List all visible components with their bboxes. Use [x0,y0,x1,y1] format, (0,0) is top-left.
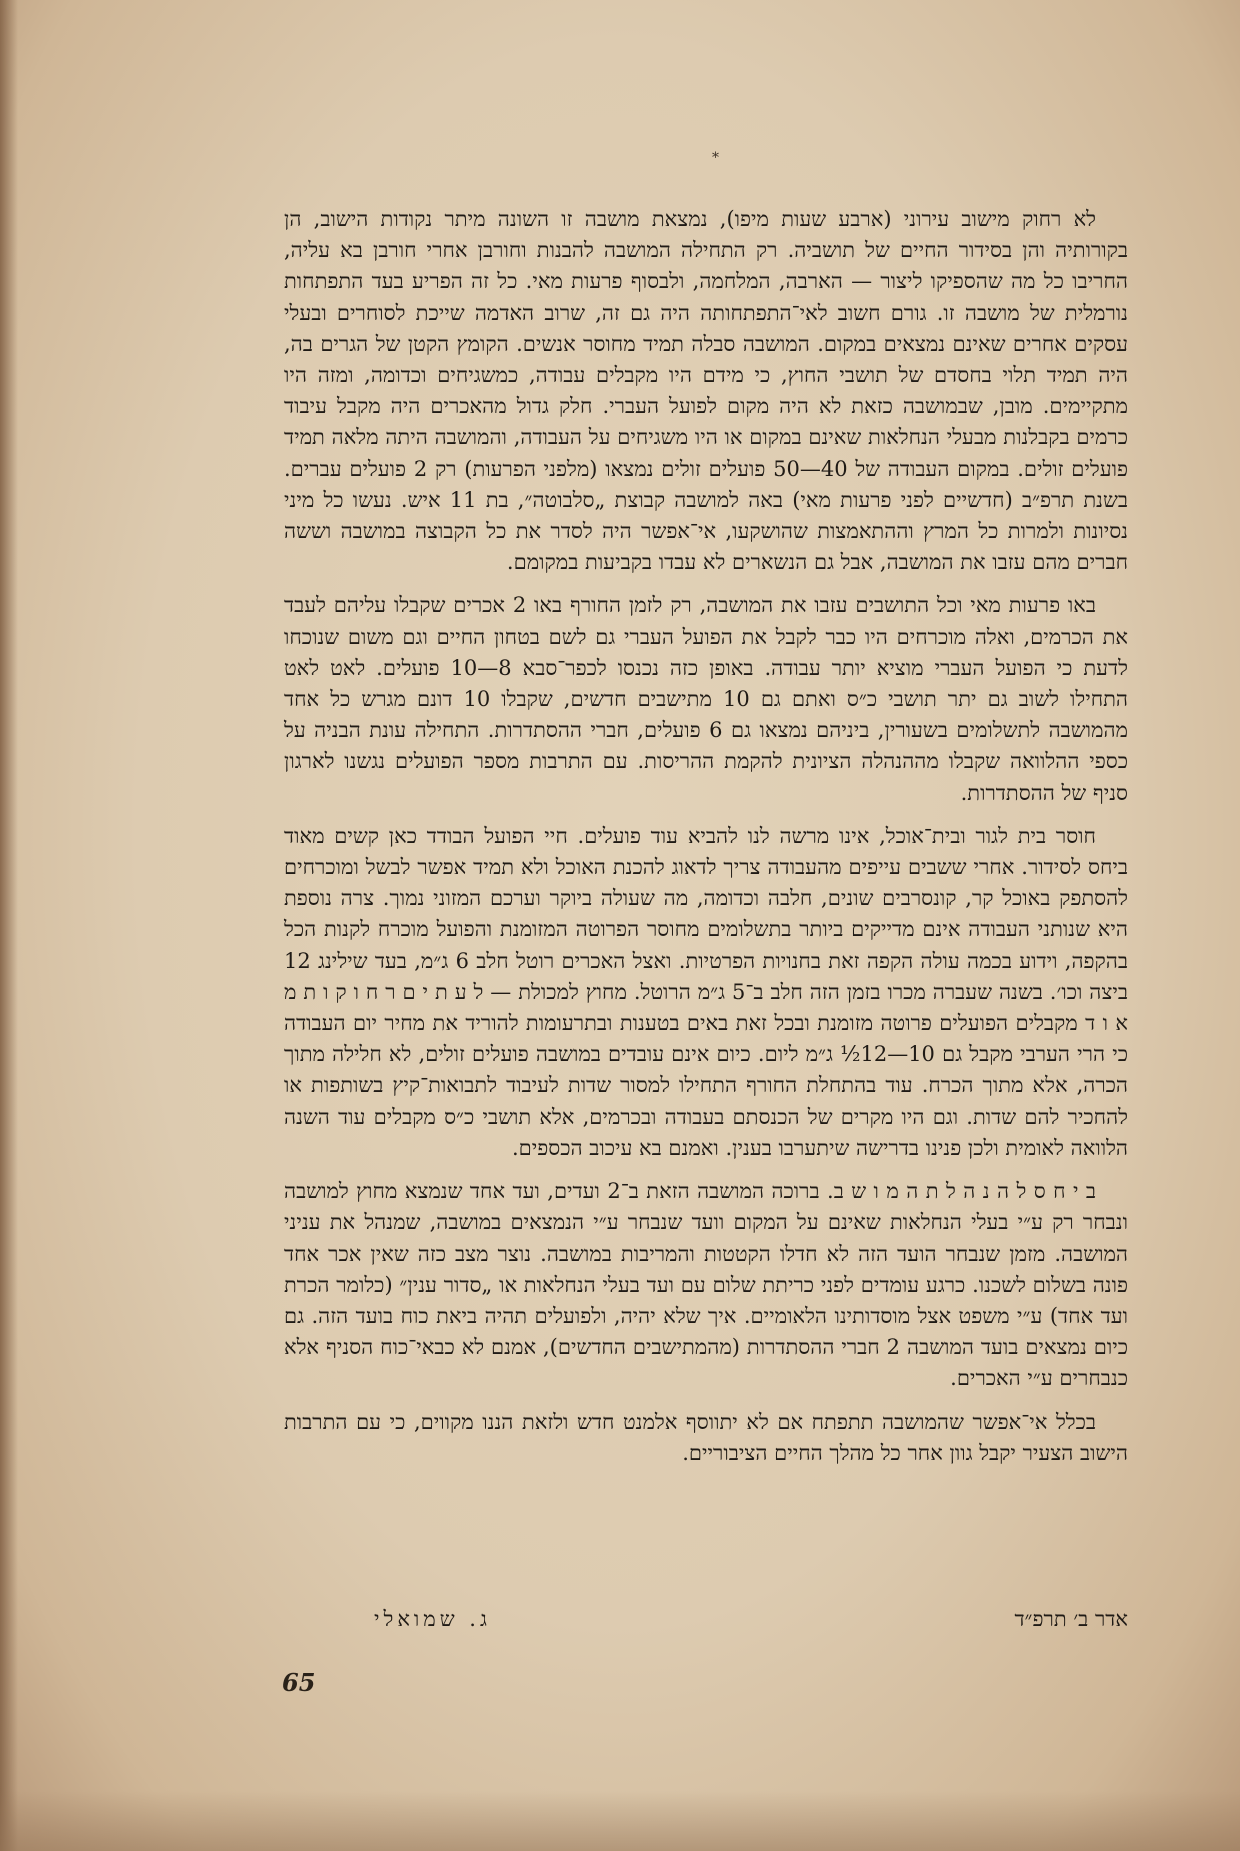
article-body [284,204,1128,1481]
paragraph-3: חוסר בית לגור ובית־אוכל, אינו מרשה לנו להביא עוד פועלים. חיי הפועל הבודד כאן קשים מאוד ביחס לסידור. אחרי ששבים עייפים מהעבודה צריך לדאוג להכנת האוכל ולא תמיד אפשר לבשל ומוכרחים להסתפק באוכל קר, קונסרבים שונים, חלבה וכדומה, מה שעולה ביוקר וערכם המזוני נמוך. צרה נוספת היא שנותני העבודה אינם מדייקים ביותר בתשלומים מחוסר הפרוטה המזומנת והפועל מוכרח לקנות הכל בהקפה, וידוע בכמה עולה הקפה זאת בחנויות הפרטיות. ואצל האכרים רוטל חלב 6 ג״מ, בעד שילינג 12 ביצה וכו׳. בשנה שעברה מכרו בזמן הזה חלב ב־5 ג״מ הרוטל. מחוץ למכולת — ל ע ת י ם ר ח ו ק ו ת מ א ו ד מקבלים הפועלים פרוטה מזומנת ובכל זאת באים בטענות ובתרעומות להוריד את מחיר יום העבודה כי הרי הערבי מקבל גם 10—12½ ג״מ ליום. כיום אינם עובדים במושבה פועלים זולים, לא חלילה מתוך הכרה, אלא מתוך הכרח. עוד בהתחלת החורף התחילו למסור שדות לעיבוד לתבואות־קיץ בשותפות או להחכיר להם שדות. וגם היו מקרים של הכנסתם בעבודה ובכרמים, אלא תושבי כ״ס מקבלים עוד השנה הלוואה לאומית ולכן פנינו בדרישה שיתערבו בענין. ואמנם בא עיכוב הכספים. [284,823,1128,1160]
page-bottom-shadow [0,1791,1240,1851]
page-edge-shadow [0,0,18,1851]
paragraph-1: לא רחוק מישוב עירוני (ארבע שעות מיפו), נמצאת מושבה זו השונה מיתר נקודות הישוב, הן בקורותיה והן בסידור החיים של תושביה. רק התחילה המושבה להבנות וחורבן אחרי חורבן בא עליה, החריבו כל מה שהספיקו ליצור — הארבה, המלחמה, ולבסוף פרעות מאי. כל זה הפריע בעד התפתחות נורמלית של מושבה זו. גורם חשוב לאי־התפתחותה היה גם זה, שרוב האדמה שייכת לסוחרים ובעלי עסקים אחרים שאינם נמצאים במקום. המושבה סבלה תמיד מחוסר אנשים. הקומץ הקטן של הגרים בה, היה תמיד תלוי בחסדם של תושבי החוץ, כי מידם היו מקבלים עבודה, כמשגיחים וכדומה, ומזה היו מתקיימים. מובן, שבמושבה כזאת לא היה מקום לפועל העברי. חלק גדול מהאכרים היה מקבל עיבוד כרמים בקבלנות מבעלי הנחלאות שאינם במקום או היו משגיחים על העבודה, והמושבה היתה מלאה תמיד פועלים זולים. במקום העבודה של 40—50 פועלים זולים נמצאו (מלפני הפרעות) רק 2 פועלים עברים. בשנת תרפ״ב (חדשיים לפני פרעות מאי) באה למושבה קבוצת „סלבוטה״, בת 11 איש. נעשו כל מיני נסיונות ולמרות כל המרץ וההתאמצות שהושקעו, אי־אפשר היה לסדר את כל הקבוצה במושבה וששה חברים מהם עזבו את המושבה, אבל גם הנשארים לא עבדו בקביעות במקומם. [284,207,1129,575]
section-mark: * [712,150,719,166]
paragraph-2: באו פרעות מאי וכל התושבים עזבו את המושבה, רק לזמן החורף באו 2 אכרים שקבלו עליהם לעבד את הכרמים, ואלה מוכרחים היו כבר לקבל את הפועל העברי גם לשם בטחון החיים וגם משום שנוכחו לדעת כי הפועל העברי מוציא יותר עבודה. באופן כזה נכנסו לכפר־סבא 8—10 פועלים. לאט לאט התחילו לשוב גם יתר תושבי כ״ס ואתם גם 10 מתישבים חדשים, שקבלו 10 דונם מגרש כל אחד מהמושבה לתשלומים בשעורין, ביניהם נמצאו גם 6 פועלים, חברי ההסתדרות. התחילה עונת הבניה על כספי ההלוואה שקבלו מההנהלה הציונית להקמת ההריסות. עם התרבות מספר הפועלים נגשנו לארגון סניף של ההסתדרות. [284,593,1129,805]
article-date: אדר ב׳ תרפ״ד [1014,1607,1128,1631]
paragraph-4: ב י ח ס ל ה נ ה ל ת ה מ ו ש ב. ברוכה המושבה הזאת ב־2 ועדים, ועד אחד שנמצא מחוץ למושבה ונבחר רק ע״י בעלי הנחלאות שאינם על המקום וועד שנבחר ע״י הנמצאים במושבה, שמנהל את עניני המושבה. מזמן שנבחר הועד הזה לא חדלו הקטטות והמריבות במושבה. נוצר מצב כזה שאין אכר אחד פונה בשלום לשכנו. כרגע עומדים לפני כריתת שלום עם ועד בעלי הנחלאות או „סדור ענין״ (כלומר הכרת ועד אחד) ע״י משפט אצל מוסדותינו הלאומיים. איך שלא יהיה, ולפועלים תהיה ביאת כוח בועד הזה. גם כיום נמצאים בועד המושבה 2 חברי ההסתדרות (מהמתישבים החדשים), אמנם לא כבאי־כוח הסניף אלא כנבחרים ע״י האכרים. [284,1179,1129,1391]
author-signature: ג. שמואלי [374,1607,491,1631]
page-number: 65 [282,1668,316,1697]
article-footer [284,1607,1128,1632]
paragraph-5: בכלל אי־אפשר שהמושבה תתפתח אם לא יתווסף אלמנט חדש ולזאת הננו מקווים, כי עם התרבות הישוב הצעיר יקבל גוון אחר כל מהלך החיים הציבוריים. [284,1409,1128,1465]
